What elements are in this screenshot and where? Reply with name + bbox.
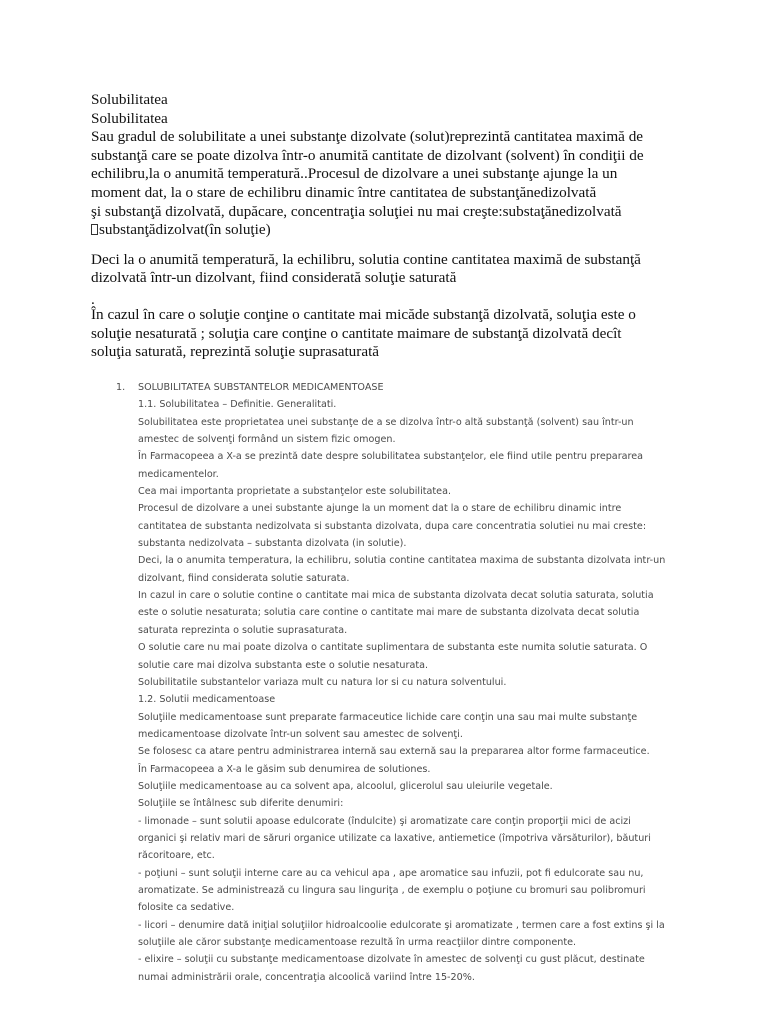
section-line: - limonade – sunt solutii apoase edulcorate (îndulcite) şi aromatizate care conţin proporţii mici de acizi: [138, 815, 631, 827]
section-line: răcoritoare, etc.: [138, 850, 215, 862]
section-number: 1.: [116, 382, 126, 393]
section-line: aromatizate. Se administrează cu lingura sau linguriţa , de exemplu o poţiune cu bromuri sau polibromuri: [138, 884, 646, 896]
section-line: 1.2. Solutii medicamentoase: [138, 694, 276, 706]
section-line: saturata reprezinta o solutie suprasaturata.: [138, 624, 348, 636]
section-line: - elixire – soluţii cu substanţe medicamentoase dizolvate în amestec de solvenţi cu gust plăcut, destinate: [138, 954, 645, 966]
section-line: Deci, la o anumita temperatura, la echilibru, solutia contine cantitatea maxima de substanta dizolvata intr-un: [138, 555, 666, 567]
section-line: Procesul de dizolvare a unei substante ajunge la un moment dat la o stare de echilibru dinamic intre: [138, 503, 622, 515]
section-line: substanta nedizolvata – substanta dizolvata (in solutie).: [138, 538, 407, 550]
section-line: numai administrării orale, concentraţia alcoolică variind între 15-20%.: [138, 971, 475, 983]
section-heading: [116, 379, 676, 396]
paragraph3-line: soluţia saturată, reprezintă soluţie suprasaturată: [91, 343, 380, 361]
section-line: medicamentelor.: [138, 468, 219, 480]
section-heading-text: SOLUBILITATEA SUBSTANTELOR MEDICAMENTOASE: [138, 382, 384, 393]
section-line: Soluţiile se întâlnesc sub diferite denumiri:: [138, 798, 344, 810]
intro-line-text: substanţădizolvat(în soluţie): [99, 221, 271, 239]
section-line: 1.1. Solubilitatea – Definitie. Generalitati.: [138, 399, 337, 411]
section-line: medicamentoase dizolvate într-un solvent sau amestec de solvenţi.: [138, 728, 463, 740]
intro-line: substanţă care se poate dizolva într-o anumită cantitate de dizolvant (solvent) în condiţii de: [91, 146, 644, 164]
section-line: folosite ca sedative.: [138, 902, 235, 914]
section-line: - poţiuni – sunt soluţii interne care au ca vehicul apa , ape aromatice sau infuzii, pot fi edulcorate sau nu,: [138, 867, 644, 879]
intro-line: echilibru,la o anumită temperatură..Procesul de dizolvare a unei substanţe ajunge la un: [91, 165, 618, 183]
document-title: Solubilitatea: [91, 91, 168, 108]
section-line: Soluţiile medicamentoase sunt preparate farmaceutice lichide care conţin una sau mai multe substanţe: [138, 711, 638, 723]
section-line: solutie care mai dizolva substanta este o solutie nesaturata.: [138, 659, 429, 671]
section-line: dizolvant, fiind considerata solutie saturata.: [138, 572, 350, 584]
intro-line: şi substanţă dizolvată, dupăcare, concentraţia soluţiei nu mai creşte:substaţănedizolvată: [91, 202, 622, 220]
section-line: Se folosesc ca atare pentru administrarea internă sau externă sau la prepararea altor forme farmaceutice.: [138, 746, 650, 758]
section-line: - licori – denumire dată iniţial soluţiilor hidroalcoolie edulcorate şi aromatizate , termen care a fost extins şi la: [138, 919, 665, 931]
section-content: [116, 379, 676, 986]
section-line: Cea mai importanta proprietate a substanţelor este solubilitatea.: [138, 486, 452, 498]
section-line: In cazul in care o solutie contine o cantitate mai mica de substanta dizolvata decat solutia saturata, solutia: [138, 590, 654, 602]
section-line: Solubilitatile substantelor variaza mult cu natura lor si cu natura solventului.: [138, 676, 507, 688]
paragraph2-line: Deci la o anumită temperatură, la echilibru, solutia contine cantitatea maximă de substanţă: [91, 250, 641, 268]
section-line: În Farmacopeea a X-a le găsim sub denumirea de solutiones.: [138, 763, 431, 775]
section-line: În Farmacopeea a X-a se prezintă date despre solubilitatea substanţelor, ele fiind utile pentru prepararea: [138, 451, 644, 463]
paragraph2-line: dizolvată într-un dizolvant, fiind considerată soluţie saturată: [91, 269, 457, 287]
section-body: [116, 396, 676, 986]
section-line: este o solutie nesaturata; solutia care contine o cantitate mai mare de substanta dizolvata decat solutia: [138, 607, 640, 619]
section-line: O solutie care nu mai poate dizolva o cantitate suplimentara de substanta este numita solutie saturata. O: [138, 642, 648, 654]
paragraph3-line: În cazul în care o soluţie conţine o cantitate mai micăde substanţă dizolvată, soluţia este o: [91, 305, 636, 323]
document-intro: [91, 91, 691, 362]
document-title-repeat: Solubilitatea: [91, 109, 168, 127]
intro-line: [91, 221, 691, 240]
section-line: soluţiile ale căror substanţe medicamentoase rezultă în urma reacţiilor dintre componente.: [138, 937, 577, 948]
intro-line: Sau gradul de solubilitate a unei substanţe dizolvate (solut)reprezintă cantitatea maximă de: [91, 128, 644, 146]
section-line: Solubilitatea este proprietatea unei substanţe de a se dizolva într-o altă substanţă (solvent) sau într-un: [138, 416, 634, 428]
section-line: Soluţiile medicamentoase au ca solvent apa, alcoolul, glicerolul sau uleiurile vegetale.: [138, 780, 553, 792]
intro-line: moment dat, la o stare de echilibru dinamic între cantitatea de substanţănedizolvată: [91, 183, 597, 201]
missing-glyph-icon: [91, 224, 98, 235]
paragraph3-line: soluţie nesaturată ; soluţia care conţine o cantitate maimare de substanţă dizolvată decît: [91, 324, 622, 342]
section-line: organici şi relativ mari de săruri organice utilizate ca laxative, antiemetice (împotriva vărsăturilor), băuturi: [138, 832, 651, 844]
section-line: cantitatea de substanta nedizolvata si substanta dizolvata, dupa care concentratia solutiei nu mai creste:: [138, 520, 647, 532]
section-line: amestec de solvenţi formând un sistem fizic omogen.: [138, 434, 396, 446]
period-line: .: [91, 290, 95, 308]
